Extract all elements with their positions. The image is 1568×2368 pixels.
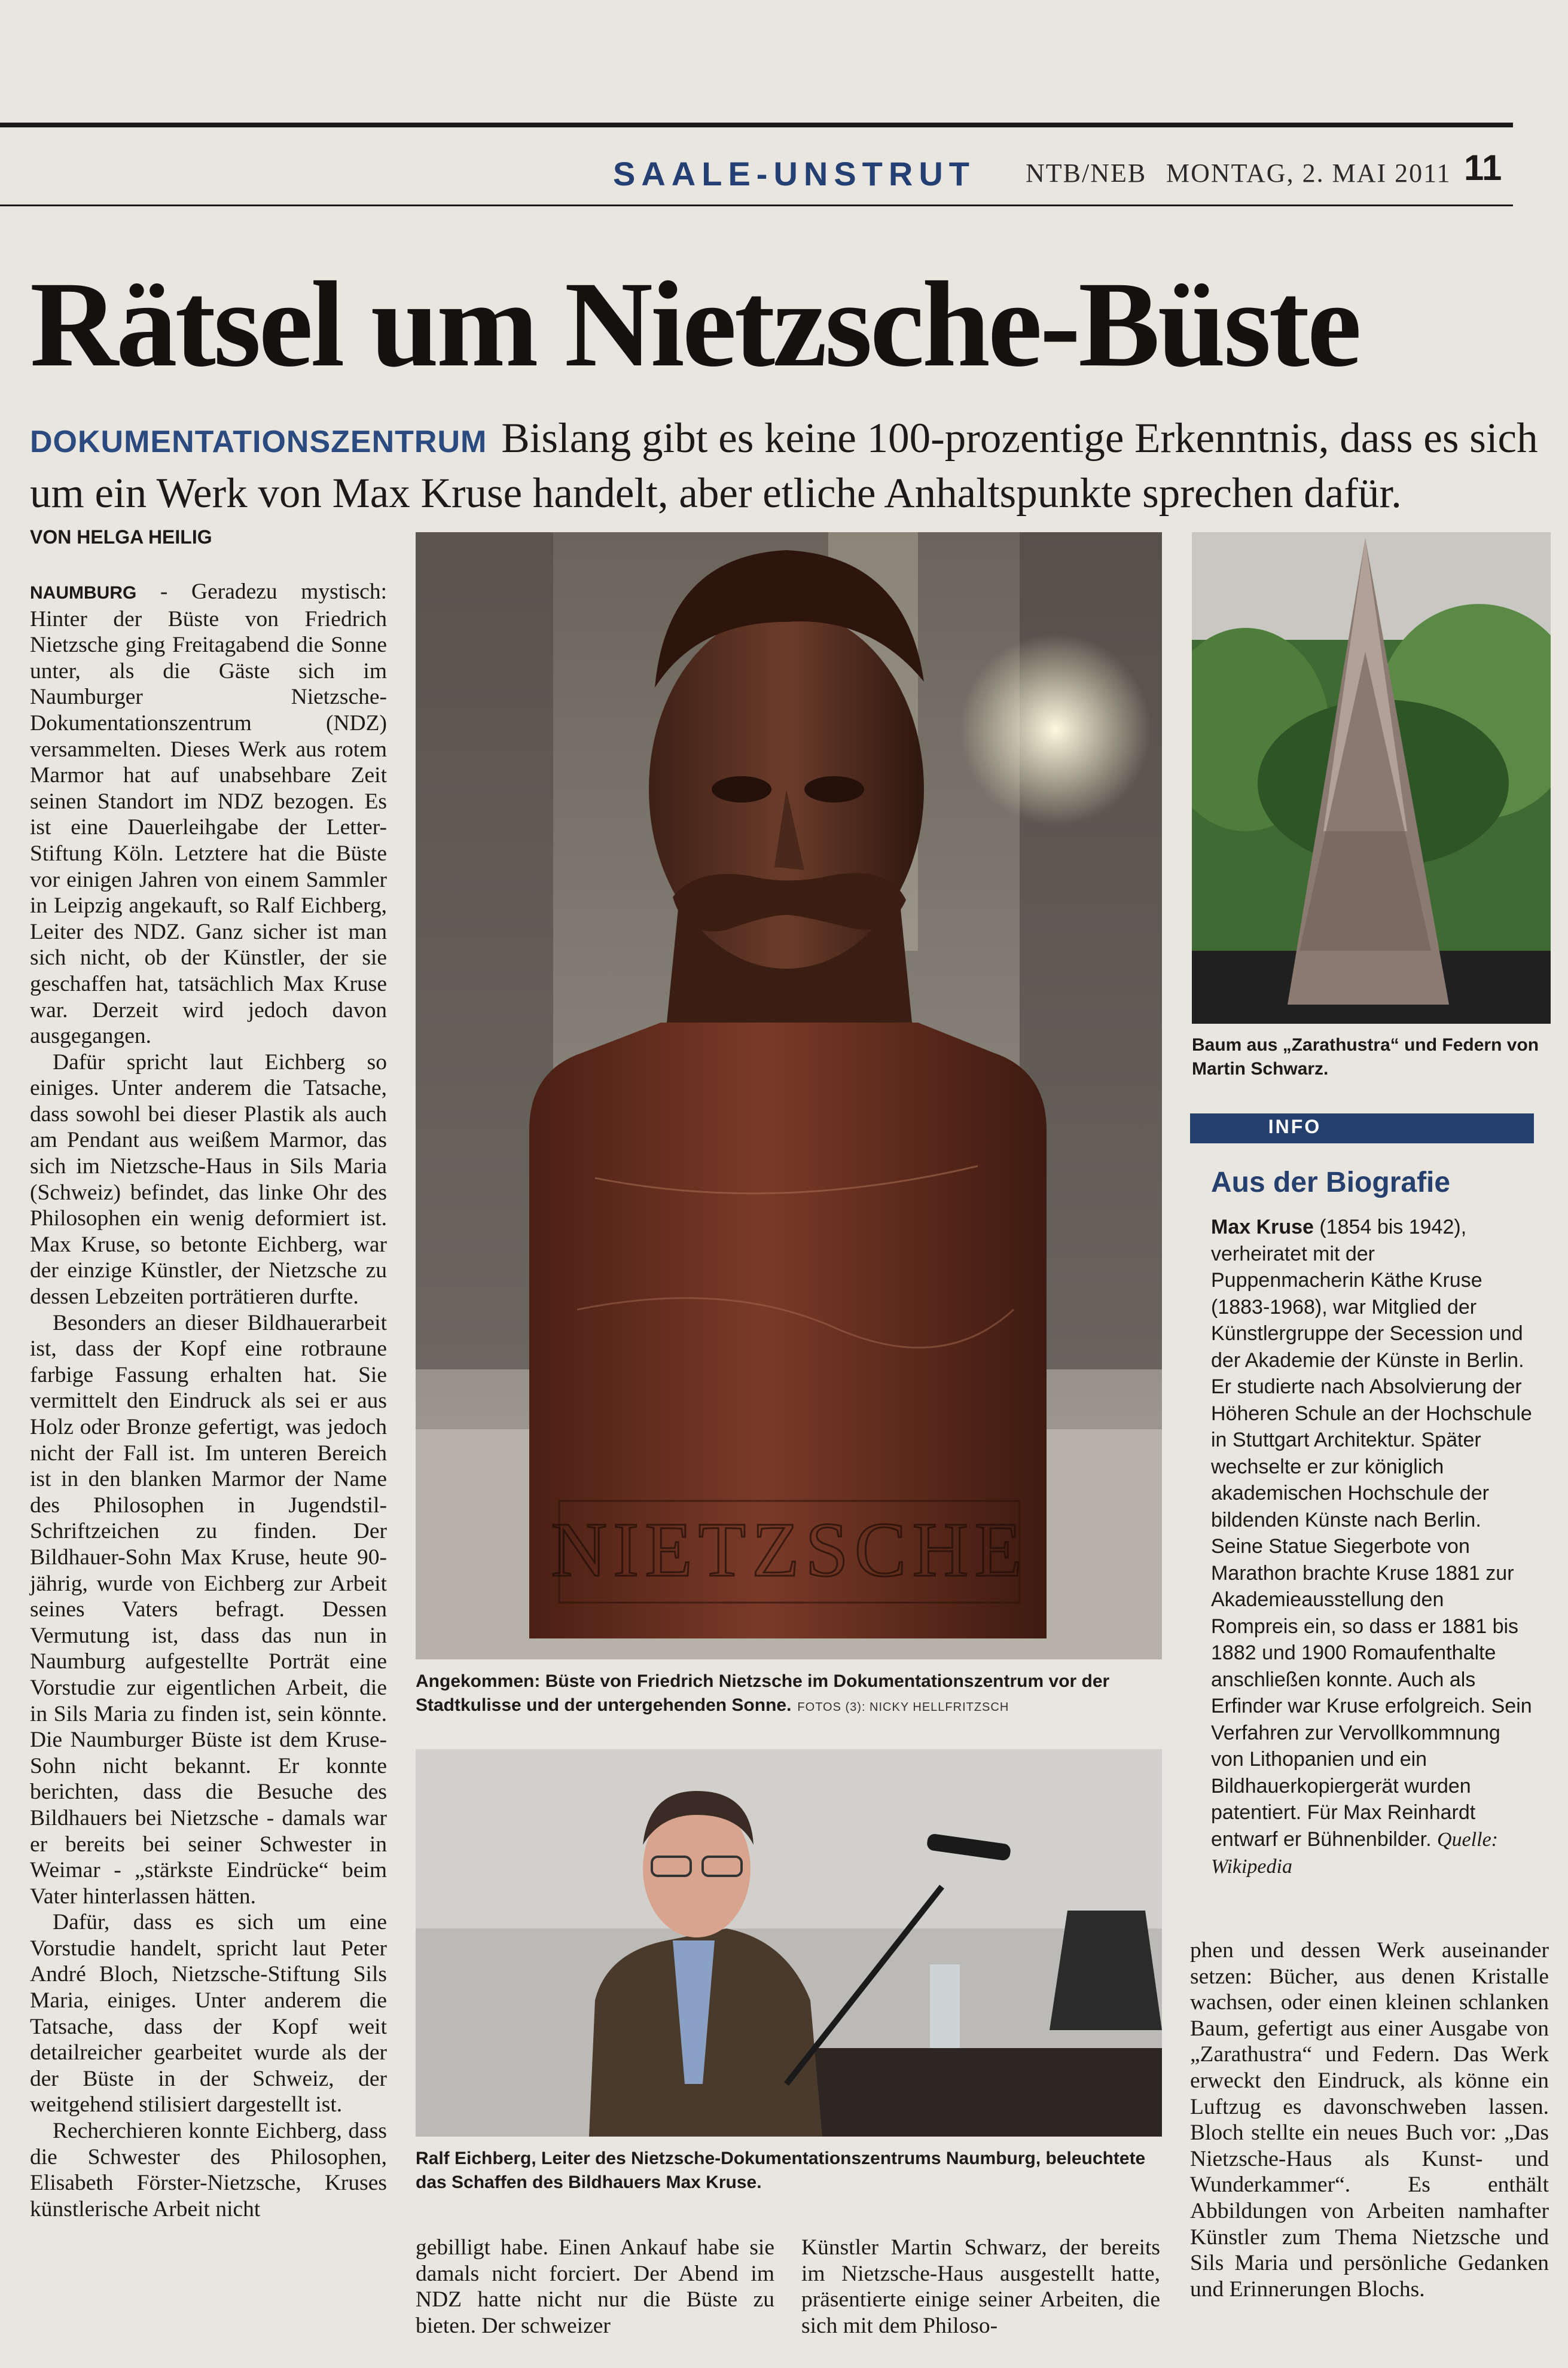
info-name: Max Kruse [1211,1216,1314,1238]
speaker-photo [416,1749,1162,2137]
tree-caption: Baum aus „Zarathustra“ und Federn von Martin Schwarz. [1192,1035,1539,1079]
info-label: INFO [1268,1116,1322,1137]
article-column-3 [801,2235,1160,2339]
paragraph: Dafür spricht laut Eichberg so einiges. Unter anderem die Tatsache, dass sowohl bei dieser Plastik als auch am Pendant aus weißem Marmor, das sich im Nietzsche-Haus in Sils Maria (Schweiz) befindet, das linke Ohr des Philosophen ein wenig deformiert ist. Max Kruse, so betonte Eichberg, war der einzige Künstler, der Nietzsche zu dessen Lebzeiten porträtieren durfte. [30,1049,387,1310]
paragraph: phen und dessen Werk auseinander setzen: Bücher, aus denen Kristalle wachsen, oder einen kleinen schlanken Baum, gefertigt aus einer Ausgabe von „Zarathustra“ und Federn. Das Werk erweckt den Eindruck, als könne ein Luftzug es davonschweben lassen. Bloch stellte ein neues Buch vor: „Das Nietzsche-Haus als Kunst- und Wunderkammer“. Es enthält Abbildungen von Arbeiten namhafter Künstler zum Thema Nietzsche und Sils Maria und persönliche Gedanken und Erinnerungen Blochs. [1190,1938,1549,2302]
bust-illustration [416,532,1162,1659]
paragraph: Recherchieren konnte Eichberg, dass die Schwester des Philosophen, Elisabeth Förster-Nietzsche, Kruses künstlerische Arbeit nicht [30,2119,387,2221]
paragraph: Besonders an dieser Bildhauerarbeit ist, dass der Kopf eine rotbraune farbige Fassung erhalten hat. Sie vermittelt den Eindruck als sei er aus Holz oder Bronze gefertigt, was jedoch nicht der Fall ist. Im unteren Bereich ist in den blanken Marmor der Name des Philosophen in Jugendstil-Schriftzeichen zu finden. Der Bildhauer-Sohn Max Kruse, heute 90-jährig, wurde von Eichberg zur Arbeit seines Vaters befragt. Dessen Vermutung ist, dass das nun in Naumburg aufgestellte Porträt eine Vorstudie zur eigentlichen Arbeit, die in Sils Maria zu finden ist, sein könnte. Die Naumburger Büste ist dem Kruse-Sohn nicht bekannt. Er konnte berichten, dass die Besuche des Bildhauers bei Nietzsche - damals war er bereits bei seiner Schwester in Weimar - „stärkste Eindrücke“ beim Vater hinterlassen hätten. [30,1310,387,1909]
speaker-caption: Ralf Eichberg, Leiter des Nietzsche-Dokumentationszentrums Naumburg, beleuchtete das Schaffen des Bildhauers Max Kruse. [416,2149,1146,2192]
headline: Rätsel um Nietzsche-Büste [30,257,1359,392]
paragraph: Dafür, dass es sich um eine Vorstudie handelt, spricht laut Peter André Bloch, Nietzsche-Stiftung Sils Maria, einiges. Unter anderem die Tatsache, dass der Kopf weit detailreicher gearbeitet wurde als der der Büste in der Schweiz, der weitgehend stilisiert dargestellt ist. [30,1910,387,2117]
tree-illustration [1192,532,1551,1024]
kicker: DOKUMENTATIONSZENTRUM [30,425,487,459]
speaker-illustration [416,1749,1162,2137]
paragraph: NAUMBURG - Geradezu mystisch: Hinter der Büste von Friedrich Nietzsche ging Freitagabend die Sonne unter, als die Gäste sich im Naumburger Nietzsche-Dokumentationszentrum (NDZ) versammelten. Dieses Werk aus rotem Marmor hat auf unabsehbare Zeit seinen Standort im NDZ bezogen. Es ist eine Dauerleihgabe der Letter-Stiftung Köln. Letztere hat die Büste vor einigen Jahren von einem Sammler in Leipzig angekauft, so Ralf Eichberg, Leiter des NDZ. Ganz sicher ist man sich nicht, ob der Künstler, der sie geschaffen hat, tatsächlich Max Kruse war. Derzeit wird jedoch davon ausgegangen. [30,579,387,1049]
info-text: (1854 bis 1942), verheiratet mit der Puppenmacherin Käthe Kruse (1883-1968), war Mitglied der Künstlergruppe der Secession und der Akademie der Künste in Berlin. Er studierte nach Absolvierung der Höheren Schule an der Hochschule in Stuttgart Architektur. Später wechselte er zur königlich akademischen Hochschule der bildenden Künste nach Berlin. Seine Statue Siegerbote von Marathon brachte Kruse 1881 zur Akademieausstellung den Rompreis ein, so dass er 1881 bis 1882 und 1900 Romaufenthalte anschließen konnte. Auch als Erfinder war Kruse erfolgreich. Sein Verfahren zur Vervollkommnung von Lithopanien und ein Bildhauerkopiergerät wurden patentiert. Für Max Reinhardt entwarf er Bühnenbilder. [1211,1216,1532,1851]
info-body [1211,1214,1534,1881]
page-number: 11 [1464,148,1502,188]
paper-name: NTB/NEB [1026,158,1147,188]
article-column-4 [1190,1937,1549,2302]
info-source: Quelle: Wikipedia [1211,1828,1498,1878]
header-top-rule [0,123,1513,127]
bust-caption: Angekommen: Büste von Friedrich Nietzsche im Dokumentationszentrum vor der Stadtkulisse und der untergehenden Sonne. FOTOS (3): NICKY HELLFRITZSCH [416,1671,1110,1715]
bust-inscription: NIETZSCHE [551,1507,1028,1593]
intro [30,413,1549,519]
photo-credit: FOTOS (3): NICKY HELLFRITZSCH [797,1701,1009,1714]
section-name: SAALE-UNSTRUT [613,155,975,193]
bust-photo [416,532,1162,1659]
byline: VON HELGA HEILIG [30,526,212,548]
paragraph: gebilligt habe. Einen Ankauf habe sie damals nicht forciert. Der Abend im NDZ hatte nicht nur die Büste zu bieten. Der schweizer [416,2235,774,2338]
info-title: Aus der Biografie [1211,1167,1451,1198]
issue-date: MONTAG, 2. MAI 2011 [1166,158,1451,188]
dateline: NAUMBURG [30,583,137,603]
article-column-1 [30,579,387,2222]
intro-text: Bislang gibt es keine 100-prozentige Erkenntnis, dass es sich um ein Werk von Max Kruse handelt, aber etliche Anhaltspunkte sprechen dafür. [30,415,1538,517]
article-column-2 [416,2235,774,2339]
paragraph: Künstler Martin Schwarz, der bereits im Nietzsche-Haus ausgestellt hatte, präsentierte einige seiner Arbeiten, die sich mit dem Philoso- [801,2235,1160,2338]
header-bottom-rule [0,205,1513,206]
tree-photo [1192,532,1551,1024]
